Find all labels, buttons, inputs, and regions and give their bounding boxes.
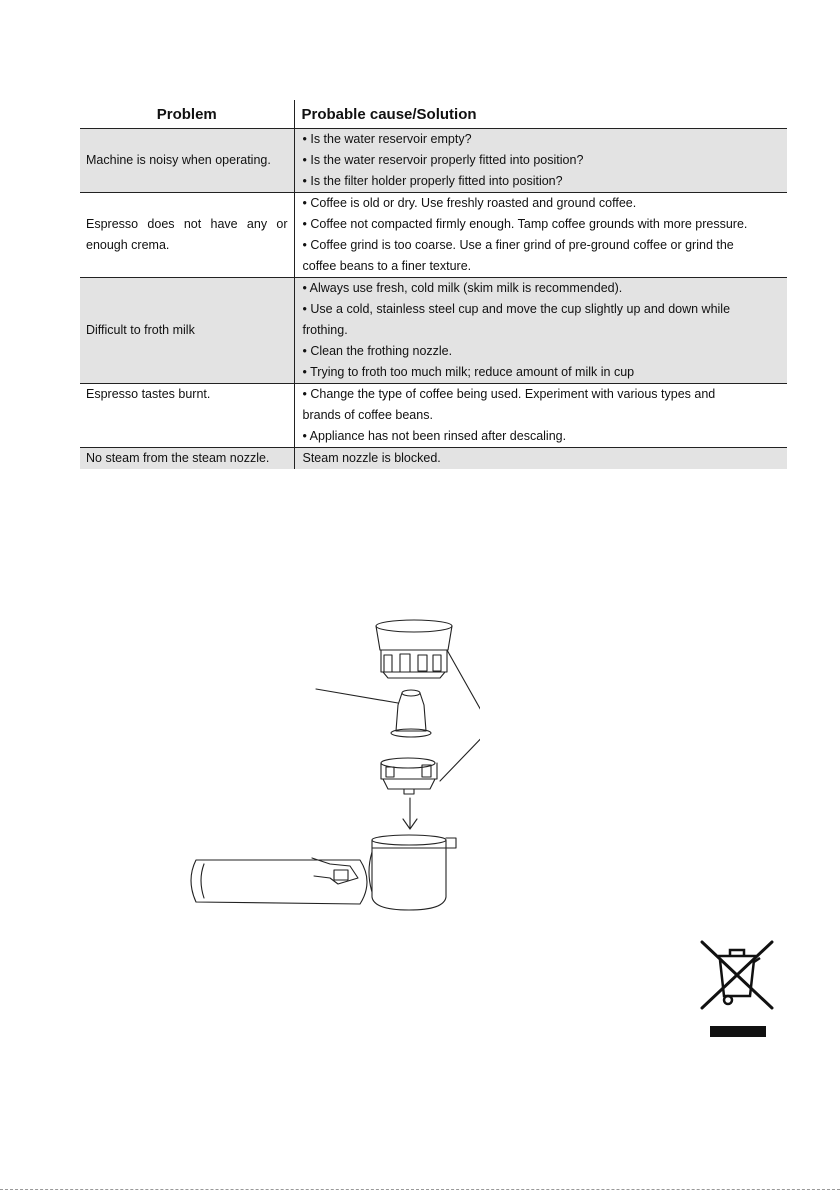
portafilter-illustration (191, 835, 456, 910)
connector-lines (440, 650, 480, 781)
solution-line: • Is the filter holder properly fitted into position? (302, 174, 563, 188)
problem-cell: Machine is noisy when operating. (80, 129, 294, 193)
solution-line: Steam nozzle is blocked. (302, 451, 441, 465)
capsule-pointer-line (316, 689, 398, 703)
solution-line: • Appliance has not been rinsed after descaling. (302, 429, 567, 443)
problem-cell: Espresso does not have any or enough crema. (86, 217, 288, 252)
table-row (80, 448, 787, 470)
problem-cell: Espresso tastes burnt. (86, 387, 211, 401)
adapter-base-illustration (381, 758, 437, 794)
solution-cell (294, 448, 787, 470)
solution-cell (294, 129, 787, 193)
solution-cell (294, 278, 787, 384)
problem-cell: Difficult to froth milk (80, 278, 294, 384)
table-row (80, 193, 787, 278)
table-row (80, 384, 787, 448)
capsule-holder-illustration (376, 620, 452, 678)
solution-line: • Coffee is old or dry. Use freshly roasted and ground coffee. (302, 196, 637, 210)
solution-line: • Coffee not compacted firmly enough. Tamp coffee grounds with more pressure. (302, 217, 748, 231)
solution-line: • Coffee grind is too coarse. Use a finer grind of pre-ground coffee or grind the (302, 238, 734, 252)
solution-cell (294, 193, 787, 278)
solution-line: • Trying to froth too much milk; reduce amount of milk in cup (302, 365, 635, 379)
table-header-row (80, 100, 787, 129)
table-row (80, 129, 787, 193)
solution-line: • Is the water reservoir properly fitted into position? (302, 153, 584, 167)
solution-line: coffee beans to a finer texture. (302, 259, 472, 273)
header-solution: Probable cause/Solution (294, 100, 787, 129)
solution-line: frothing. (302, 323, 348, 337)
solution-line: • Is the water reservoir empty? (302, 132, 472, 146)
header-problem: Problem (80, 100, 294, 129)
problem-cell: No steam from the steam nozzle. (80, 448, 294, 470)
solution-line: • Clean the frothing nozzle. (302, 344, 453, 358)
solution-cell (294, 384, 787, 448)
weee-crossed-bin-icon (696, 934, 778, 1040)
troubleshooting-table (80, 100, 787, 469)
solution-line: • Use a cold, stainless steel cup and move the cup slightly up and down while (302, 302, 731, 316)
solution-line: brands of coffee beans. (302, 408, 433, 422)
solution-line: • Always use fresh, cold milk (skim milk is recommended). (302, 281, 623, 295)
page-bottom-rule (0, 1189, 840, 1190)
down-arrow-icon (403, 798, 417, 829)
solution-line: • Change the type of coffee being used. Experiment with various types and (302, 387, 716, 401)
coffee-capsule-illustration (391, 690, 431, 737)
table-row (80, 278, 787, 384)
capsule-adapter-diagram (180, 610, 480, 920)
